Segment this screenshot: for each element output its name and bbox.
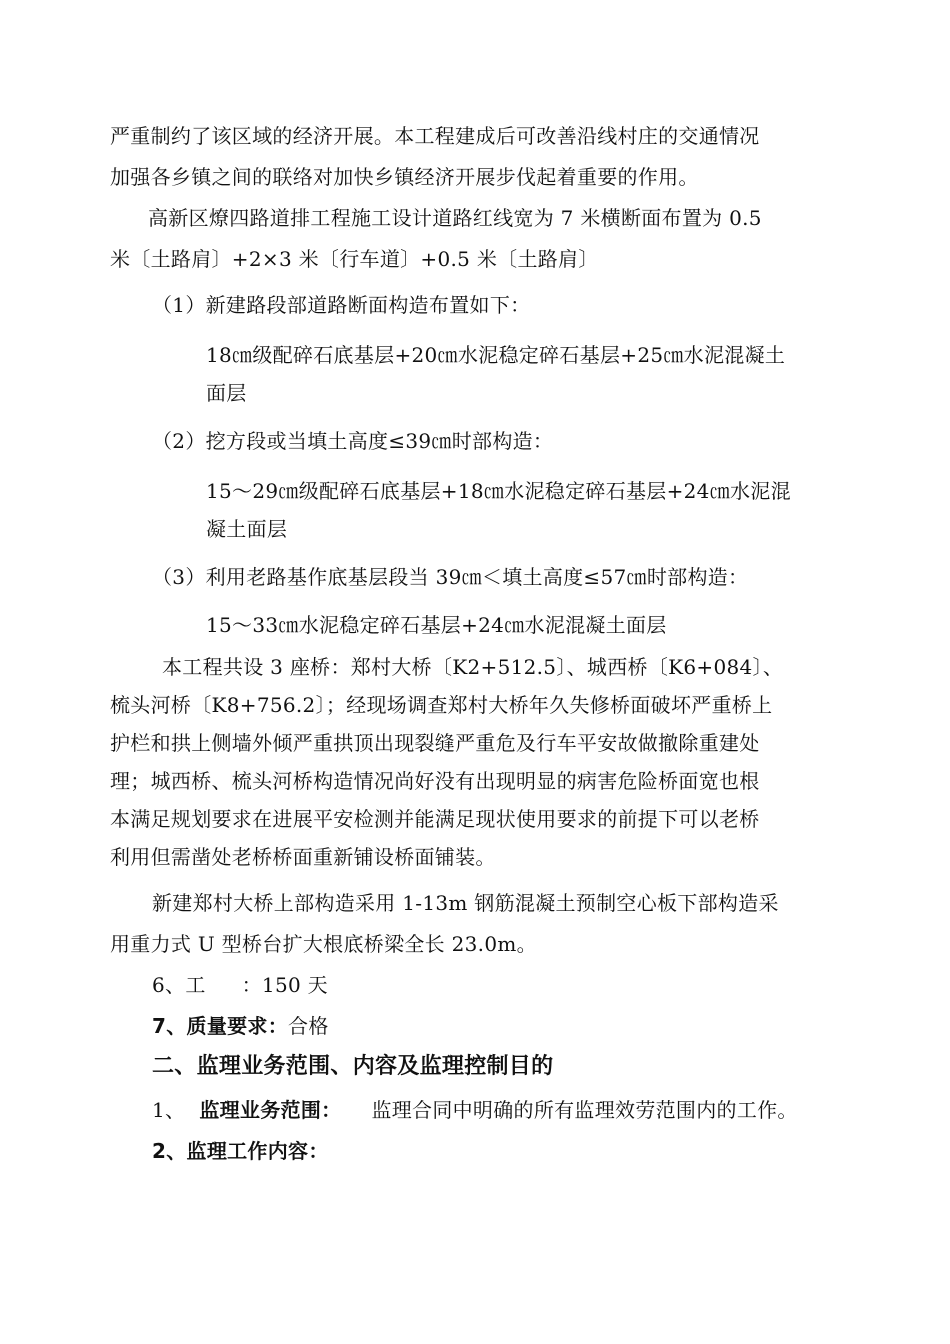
- scope-label: 监理业务范围：: [199, 1098, 342, 1122]
- scope-item: [152, 1097, 798, 1123]
- list-item-heading: （2）挖方段或当填土高度≤39㎝时部构造：: [152, 429, 554, 453]
- section-heading: 二、监理业务范围、内容及监理控制目的: [152, 1054, 554, 1079]
- list-item-text: 15～33㎝水泥稳定碎石基层+24㎝水泥混凝土面层: [206, 613, 667, 637]
- paragraph-line: 本满足规划要求在进展平安检测并能满足现状使用要求的前提下可以老桥: [110, 807, 760, 831]
- list-item-text: 面层: [206, 381, 247, 405]
- list-item-heading: （1）新建路段部道路断面构造布置如下：: [152, 293, 531, 317]
- paragraph-line: 新建郑村大桥上部构造采用 1-13m 钢筋混凝土预制空心板下部构造采: [152, 891, 779, 915]
- paragraph-line: 护栏和拱上侧墙外倾严重拱顶出现裂缝严重危及行车平安故做撤除重建处: [110, 731, 760, 755]
- work-content-heading: 2、监理工作内容：: [152, 1139, 329, 1163]
- paragraph-line: 高新区燎四路道排工程施工设计道路红线宽为 7 米横断面布置为 0.5: [148, 206, 762, 230]
- scope-text: 监理合同中明确的所有监理效劳范围内的工作。: [371, 1098, 798, 1122]
- quality-item: [152, 1013, 329, 1039]
- paragraph-line: 利用但需凿处老桥桥面重新铺设桥面铺装。: [110, 845, 496, 869]
- paragraph-line: 梳头河桥〔K8+756.2〕；经现场调查郑村大桥年久失修桥面破坏严重桥上: [110, 693, 773, 717]
- paragraph-line: 加强各乡镇之间的联络对加快乡镇经济开展步伐起着重要的作用。: [110, 165, 699, 189]
- paragraph-line: 严重制约了该区域的经济开展。本工程建成后可改善沿线村庄的交通情况: [110, 124, 760, 148]
- duration-item: [152, 972, 328, 998]
- paragraph-line: 理；城西桥、梳头河桥构造情况尚好没有出现明显的病害危险桥面宽也根: [110, 769, 760, 793]
- list-item-text: 凝土面层: [206, 517, 288, 541]
- paragraph-line: 米〔土路肩〕+2×3 米〔行车道〕+0.5 米〔土路肩〕: [110, 247, 599, 271]
- list-item-text: 18㎝级配碎石底基层+20㎝水泥稳定碎石基层+25㎝水泥混凝土: [206, 343, 786, 367]
- scope-number: 1、: [152, 1098, 186, 1122]
- list-item-heading: （3）利用老路基作底基层段当 39㎝＜填土高度≤57㎝时部构造：: [152, 565, 749, 589]
- paragraph-line: 本工程共设 3 座桥：郑村大桥〔K2+512.5〕、城西桥〔K6+084〕、: [162, 655, 784, 679]
- paragraph-line: 用重力式 U 型桥台扩大根底桥梁全长 23.0m。: [110, 932, 537, 956]
- list-item-text: 15～29㎝级配碎石底基层+18㎝水泥稳定碎石基层+24㎝水泥混: [206, 479, 791, 503]
- duration-label: 6、工: [152, 973, 206, 997]
- duration-value: ：150 天: [241, 973, 328, 997]
- quality-value: 合格: [288, 1014, 329, 1038]
- quality-label: 7、质量要求：: [152, 1014, 289, 1038]
